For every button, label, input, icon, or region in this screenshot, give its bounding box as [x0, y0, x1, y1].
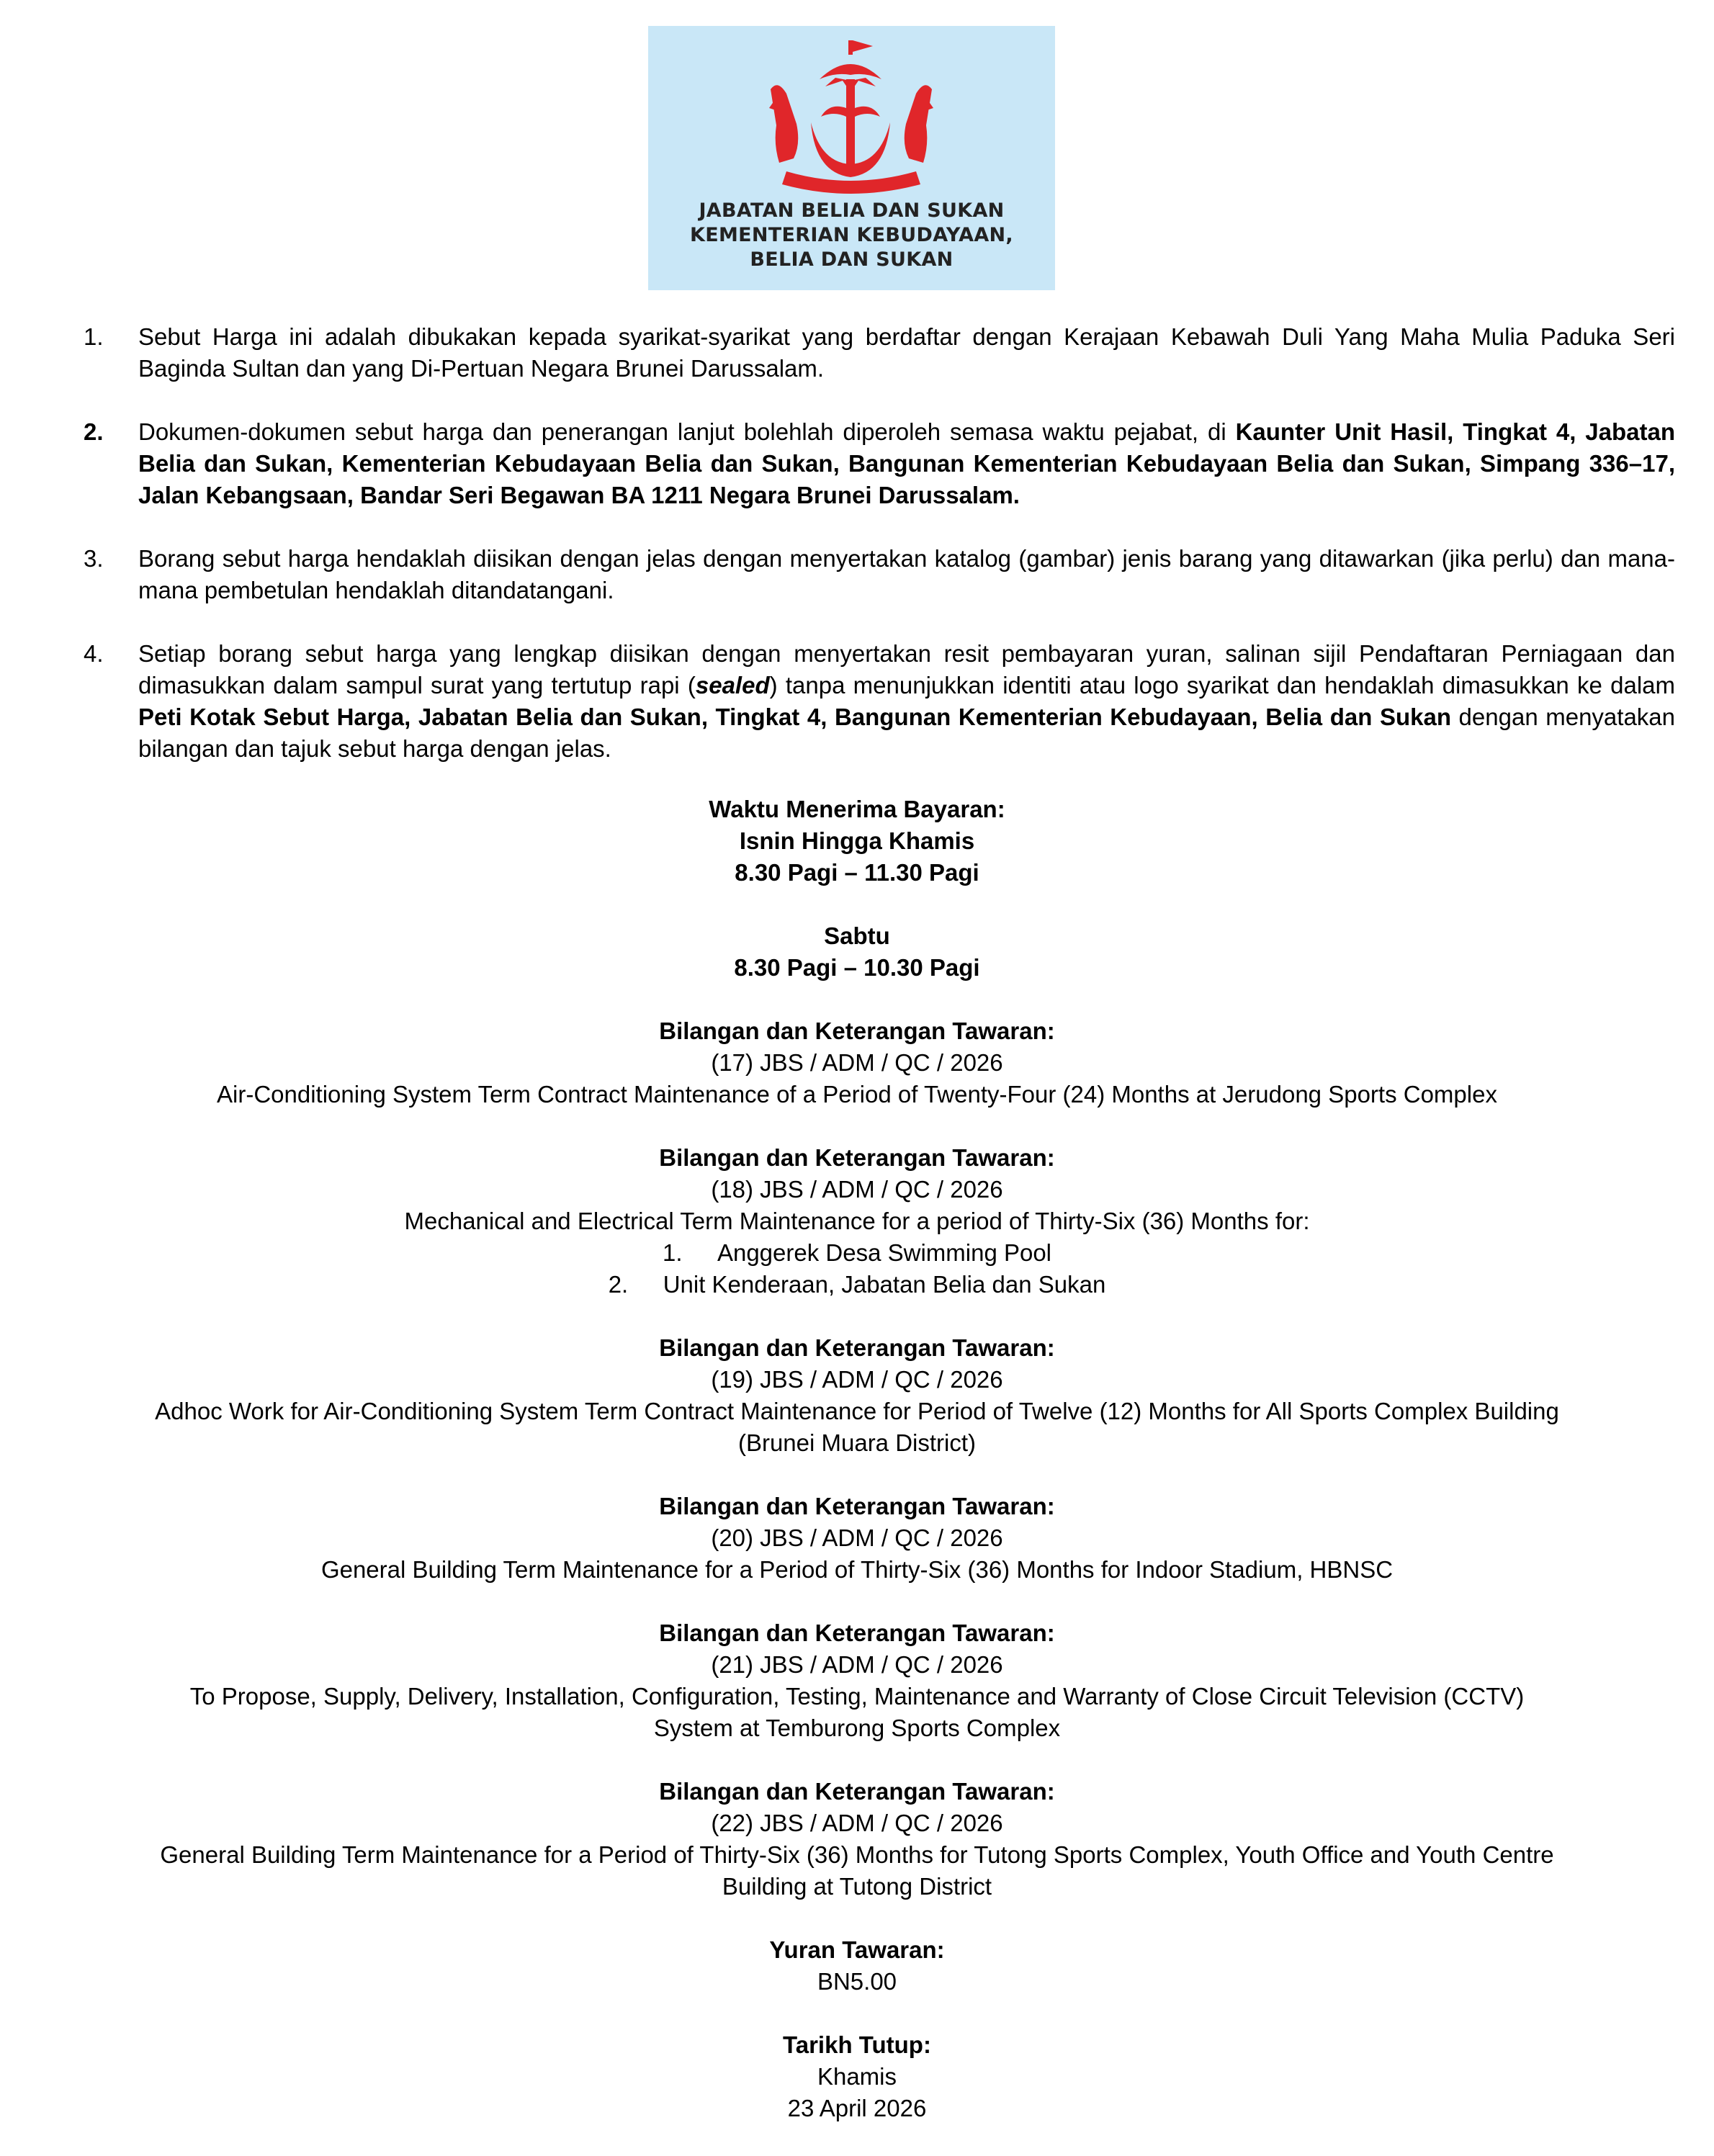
- item-text: Sebut Harga ini adalah dibukakan kepada syarikat-syarikat yang berdaftar dengan Kerajaan Kebawah Duli Yang Maha Mulia Paduka Seri Baginda Sultan dan yang Di-Pertuan Negara Brunei Darussalam.: [138, 323, 1675, 382]
- department-logo: [648, 26, 1055, 290]
- item-text: Dokumen-dokumen sebut harga dan penerangan lanjut bolehlah diperoleh semasa waktu pejabat, di: [138, 418, 1236, 445]
- tender-description: Adhoc Work for Air-Conditioning System Term Contract Maintenance for Period of Twelve (12) Months for All Sports Complex Building: [155, 1398, 1559, 1424]
- item-text: Setiap borang sebut harga yang lengkap diisikan dengan menyertakan resit pembayaran yuran, salinan sijil Pendaftaran Perniagaan dan dimasukkan dalam sampul surat yang tertutup rapi (: [138, 640, 1675, 699]
- item-number: 4.: [84, 640, 104, 667]
- tender-description: Mechanical and Electrical Term Maintenance for a period of Thirty-Six (36) Months for:: [404, 1208, 1310, 1234]
- logo-line: KEMENTERIAN KEBUDAYAAN,: [690, 224, 1013, 246]
- tender-fee: [29, 1934, 1685, 1998]
- item-text: ) tanpa menunjukkan identiti atau logo syarikat dan hendaklah dimasukkan ke dalam: [769, 672, 1675, 699]
- tender-subitem: [29, 1269, 1685, 1301]
- closing-day: Khamis: [817, 2063, 897, 2090]
- tender-heading: Bilangan dan Keterangan Tawaran:: [659, 1334, 1055, 1361]
- list-item: [81, 321, 1675, 385]
- tender-block: [29, 1776, 1685, 1903]
- item-text-sealed: sealed: [695, 672, 770, 699]
- item-text: Borang sebut harga hendaklah diisikan dengan jelas dengan menyertakan katalog (gambar) jenis barang yang ditawarkan (jika perlu) dan mana-mana pembetulan hendaklah ditandatangani.: [138, 545, 1675, 603]
- closing-date-value: 23 April 2026: [787, 2095, 927, 2121]
- tender-description: General Building Term Maintenance for a Period of Thirty-Six (36) Months for Tutong Sports Complex, Youth Office and Youth Centre: [160, 1841, 1554, 1868]
- closing-date: [29, 2029, 1685, 2124]
- logo-caption: [648, 199, 1055, 272]
- saturday-time: 8.30 Pagi – 10.30 Pagi: [734, 954, 980, 981]
- tender-heading: Bilangan dan Keterangan Tawaran:: [659, 1620, 1055, 1646]
- tender-description: Air-Conditioning System Term Contract Maintenance of a Period of Twenty-Four (24) Months at Jerudong Sports Complex: [217, 1081, 1497, 1108]
- payment-hours: [29, 794, 1685, 889]
- subitem-number: 2.: [608, 1271, 629, 1298]
- subitem-text: Unit Kenderaan, Jabatan Belia dan Sukan: [663, 1271, 1106, 1298]
- weekday-days: Isnin Hingga Khamis: [739, 827, 975, 854]
- payment-hours-heading: Waktu Menerima Bayaran:: [709, 796, 1005, 822]
- list-item: [81, 543, 1675, 606]
- list-item: [81, 638, 1675, 765]
- tender-ref: (17) JBS / ADM / QC / 2026: [711, 1049, 1003, 1076]
- tender-block: [29, 1015, 1685, 1110]
- brunei-crest-icon: [765, 36, 938, 202]
- tender-block: [29, 1332, 1685, 1459]
- item-text: dengan menyatakan bilangan dan tajuk sebut harga dengan jelas.: [138, 704, 1676, 762]
- subitem-text: Anggerek Desa Swimming Pool: [717, 1239, 1052, 1266]
- numbered-list: [81, 321, 1675, 796]
- item-text-box-location: Peti Kotak Sebut Harga, Jabatan Belia dan Sukan, Tingkat 4, Bangunan Kementerian Kebudayaan, Belia dan Sukan: [138, 704, 1451, 730]
- logo-line: BELIA DAN SUKAN: [750, 248, 954, 271]
- saturday-day: Sabtu: [824, 922, 890, 949]
- centered-info: [29, 794, 1685, 2156]
- tender-ref: (22) JBS / ADM / QC / 2026: [711, 1810, 1003, 1836]
- tender-description: General Building Term Maintenance for a Period of Thirty-Six (36) Months for Indoor Stadium, HBNSC: [320, 1556, 1394, 1583]
- tender-ref: (21) JBS / ADM / QC / 2026: [711, 1651, 1003, 1678]
- tender-description: Building at Tutong District: [722, 1873, 992, 1900]
- tender-description: To Propose, Supply, Delivery, Installation, Configuration, Testing, Maintenance and Warranty of Close Circuit Television (CCTV): [189, 1683, 1525, 1710]
- item-number: 1.: [84, 323, 104, 350]
- weekday-time: 8.30 Pagi – 11.30 Pagi: [735, 859, 979, 886]
- saturday-hours: [29, 920, 1685, 984]
- tender-subitem: [29, 1237, 1685, 1269]
- tender-block: [29, 1617, 1685, 1744]
- tender-heading: Bilangan dan Keterangan Tawaran:: [659, 1018, 1055, 1044]
- tender-block: [29, 1142, 1685, 1301]
- tender-description: System at Temburong Sports Complex: [653, 1715, 1061, 1741]
- fee-value: BN5.00: [817, 1968, 897, 1995]
- item-number: 3.: [84, 545, 104, 572]
- item-number: 2.: [84, 418, 104, 445]
- tender-block: [29, 1491, 1685, 1586]
- tender-heading: Bilangan dan Keterangan Tawaran:: [659, 1144, 1055, 1171]
- tender-description: (Brunei Muara District): [737, 1429, 977, 1456]
- tender-ref: (20) JBS / ADM / QC / 2026: [711, 1524, 1003, 1551]
- fee-heading: Yuran Tawaran:: [769, 1936, 945, 1963]
- tender-heading: Bilangan dan Keterangan Tawaran:: [659, 1778, 1055, 1805]
- tender-ref: (18) JBS / ADM / QC / 2026: [711, 1176, 1003, 1203]
- item-text-address: Kaunter Unit Hasil, Tingkat 4, Jabatan Belia dan Sukan, Kementerian Kebudayaan Belia dan Sukan, Bangunan Kementerian Kebudayaan Belia dan Sukan, Simpang 336–17, Jalan Kebangsaan, Bandar Seri Begawan BA 1211 Negara Brunei Darussalam.: [138, 418, 1676, 508]
- list-item: [81, 416, 1675, 511]
- subitem-number: 1.: [662, 1239, 683, 1266]
- logo-line: JABATAN BELIA DAN SUKAN: [699, 199, 1005, 222]
- tender-ref: (19) JBS / ADM / QC / 2026: [711, 1366, 1003, 1393]
- closing-heading: Tarikh Tutup:: [783, 2031, 931, 2058]
- tender-heading: Bilangan dan Keterangan Tawaran:: [659, 1493, 1055, 1519]
